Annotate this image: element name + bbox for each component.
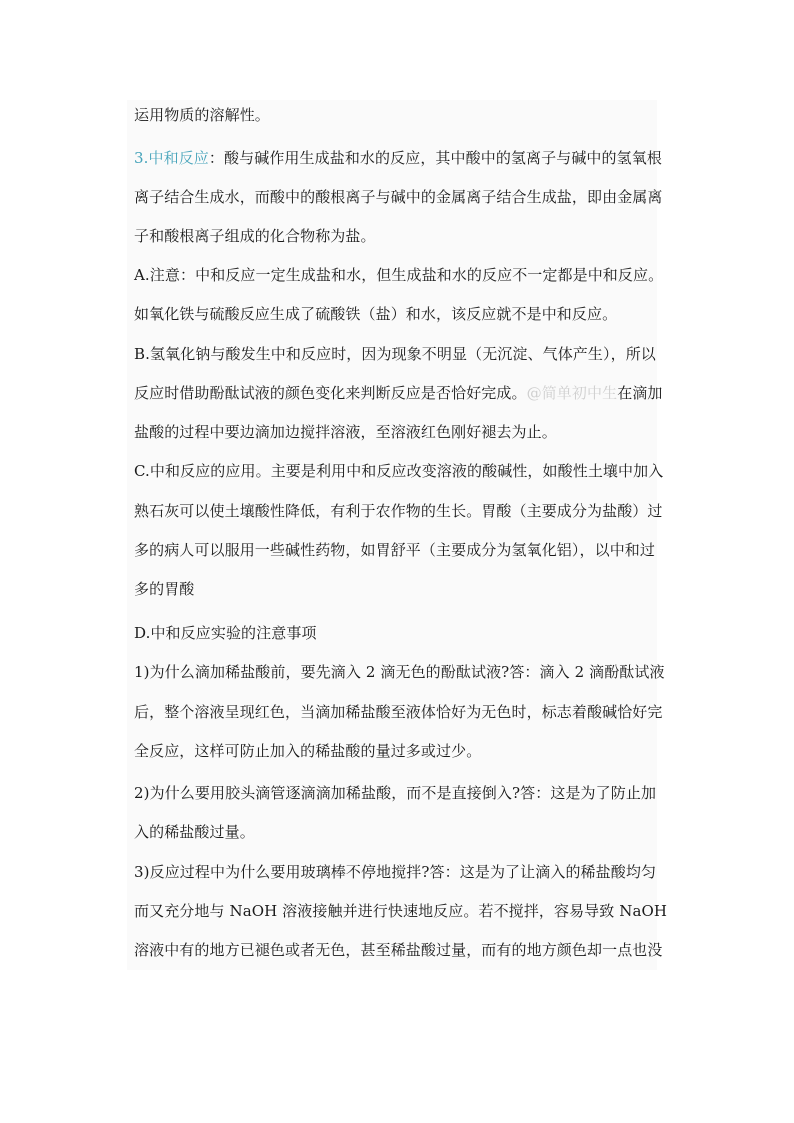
paragraph-line	[134, 783, 656, 803]
paragraph-line	[134, 540, 655, 560]
line-text: 多的病人可以服用一些碱性药物，如胃舒平（主要成分为氢氧化铝），以中和过	[134, 541, 656, 559]
line-text-tail: 在滴加	[617, 384, 663, 402]
section-heading-accent: 3.中和反应	[134, 149, 209, 167]
line-text: 盐酸的过程中要边滴加边搅拌溶液，至溶液红色刚好褪去为止。	[134, 423, 557, 441]
paragraph-line	[134, 579, 194, 599]
paragraph-line	[134, 304, 617, 324]
line-text: D.中和反应实验的注意事项	[134, 624, 317, 642]
paragraph-line	[134, 187, 663, 207]
line-text: 运用物质的溶解性。	[134, 106, 270, 124]
line-text: 而又充分地与 NaOH 溶液接触并进行快速地反应。若不搅拌，容易导致 NaOH	[134, 902, 668, 920]
paragraph-line	[134, 862, 656, 882]
paragraph-line	[134, 148, 662, 168]
line-text: 多的胃酸	[134, 580, 195, 598]
paragraph-line	[134, 105, 270, 125]
line-text: 全反应，这样可防止加入的稀盐酸的量过多或过少。	[134, 742, 482, 760]
paragraph-line	[134, 501, 663, 521]
line-text: 子和酸根离子组成的化合物称为盐。	[134, 227, 376, 245]
paragraph-line	[134, 265, 663, 285]
paragraph-line	[134, 226, 376, 246]
paragraph-line	[134, 901, 667, 921]
paragraph-line	[134, 344, 656, 364]
paragraph-line	[134, 623, 317, 643]
line-text: A.注意：中和反应一定生成盐和水，但生成盐和水的反应不一定都是中和反应。	[134, 266, 664, 284]
paragraph-line	[134, 383, 663, 403]
line-text: 熟石灰可以使土壤酸性降低，有利于农作物的生长。胃酸（主要成分为盐酸）过	[134, 502, 663, 520]
watermark-text: @简单初中生	[526, 384, 618, 402]
line-text: 1)为什么滴加稀盐酸前，要先滴入 2 滴无色的酚酞试液?答：滴入 2 滴酚酞试液	[134, 663, 665, 681]
paragraph-line	[134, 822, 255, 842]
line-text: 后，整个溶液呈现红色，当滴加稀盐酸至液体恰好为无色时，标志着酸碱恰好完	[134, 703, 663, 721]
line-text: B.氢氧化钠与酸发生中和反应时，因为现象不明显（无沉淀、气体产生），所以	[134, 345, 656, 363]
line-text: 溶液中有的地方已褪色或者无色，甚至稀盐酸过量，而有的地方颜色却一点也没	[134, 941, 663, 959]
line-text: 如氧化铁与硫酸反应生成了硫酸铁（盐）和水，该反应就不是中和反应。	[134, 305, 618, 323]
paragraph-line	[134, 662, 665, 682]
line-text: 反应时借助酚酞试液的颜色变化来判断反应是否恰好完成。	[134, 384, 527, 402]
line-text: 2)为什么要用胶头滴管逐滴滴加稀盐酸，而不是直接倒入?答：这是为了防止加	[134, 784, 657, 802]
line-text: 离子结合生成水，而酸中的酸根离子与碱中的金属离子结合生成盐，即由金属离	[134, 188, 663, 206]
paragraph-line	[134, 702, 663, 722]
line-text: ：酸与碱作用生成盐和水的反应，其中酸中的氢离子与碱中的氢氧根	[208, 149, 662, 167]
paragraph-line	[134, 422, 557, 442]
paragraph-line	[134, 940, 663, 960]
line-text: 3)反应过程中为什么要用玻璃棒不停地搅拌?答：这是为了让滴入的稀盐酸均匀	[134, 863, 657, 881]
paragraph-line	[134, 461, 663, 481]
line-text: 入的稀盐酸过量。	[134, 823, 255, 841]
paragraph-line	[134, 741, 481, 761]
line-text: C.中和反应的应用。主要是利用中和反应改变溶液的酸碱性，如酸性土壤中加入	[134, 462, 664, 480]
